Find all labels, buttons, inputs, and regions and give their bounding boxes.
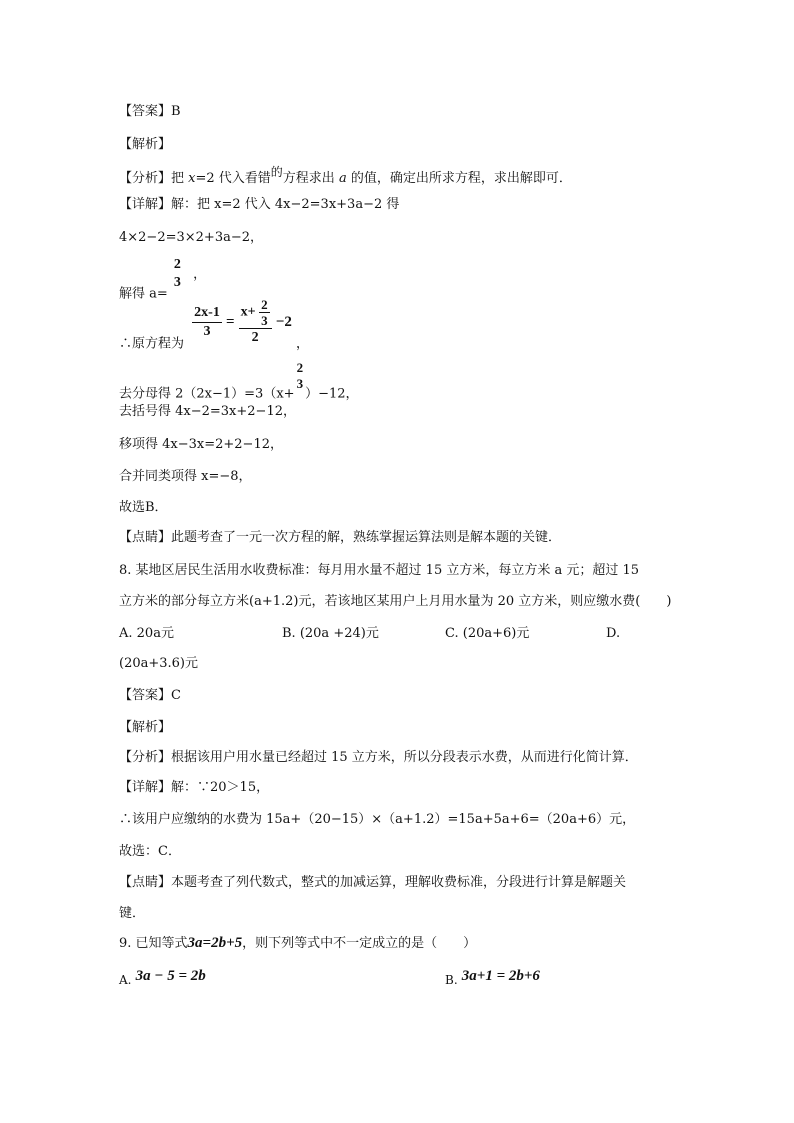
q7-step-substitute: 4×2−2=3×2+3a−2， <box>119 230 264 245</box>
fraction-numerator: 2 <box>173 257 181 272</box>
q8-step-cost: ∴该用户应缴纳的水费为 15a+（20−15）×（a+1.2）=15a+5a+6=（20a+6）元， <box>119 812 636 827</box>
q7-qu-kuohao: 去括号得 4x−2=3x+2−12， <box>119 404 296 419</box>
eq-equals: = <box>225 314 235 330</box>
comma: ， <box>296 336 310 352</box>
q8-option-d-cont: (20a+3.6)元 <box>119 656 199 671</box>
q7-fenxi-part-a: 【分析】把 <box>119 171 189 186</box>
q7-jiexi-heading: 【解析】 <box>119 137 172 152</box>
q8-jiexi-heading: 【解析】 <box>119 720 172 735</box>
eq-rhs-num-text: x+ <box>240 304 256 320</box>
q7-guxuan: 故选B． <box>119 500 168 515</box>
q8-answer: 【答案】C <box>119 688 181 703</box>
eq-lhs-fraction <box>192 304 222 341</box>
q7-hebing: 合并同类项得 x=−8， <box>119 469 252 484</box>
q8-stem-line2: 立方米的部分每立方米(a+1.2)元，若该地区某用户上月用水量为 20 立方米，则应缴水费( ) <box>119 594 672 609</box>
q8-option-b: B. (20a +24)元 <box>282 626 379 641</box>
q7-xiangjie: 【详解】解：把 x=2 代入 4x−2=3x+3a−2 得 <box>119 197 400 212</box>
q7-fenxi-var-a: a <box>338 171 347 186</box>
q9-option-a <box>119 968 206 988</box>
q7-qu-fenmu-b: ）−12， <box>305 386 359 402</box>
eq-minus-two: −2 <box>275 314 292 330</box>
q7-yuanfangcheng-label: ∴原方程为 <box>119 336 185 352</box>
comma: ， <box>193 266 207 282</box>
eq-rhs-inner-fraction <box>259 297 270 328</box>
inner-numerator: 2 <box>261 297 268 312</box>
q8-fenxi: 【分析】根据该用户用水量已经超过 15 立方米，所以分段表示水费，从而进行化简计算． <box>119 750 638 765</box>
eq-rhs-denominator: 2 <box>251 330 259 345</box>
fraction-denominator: 3 <box>173 275 181 290</box>
q9-option-a-label: A. <box>119 973 132 987</box>
q8-xiangjie: 【详解】解：∵20＞15， <box>119 780 270 795</box>
fraction-denominator: 3 <box>296 376 304 391</box>
q7-original-equation <box>119 297 309 355</box>
fraction-numerator: 2 <box>296 360 304 375</box>
q9-option-a-equation: 3a − 5 = 2b <box>135 968 206 984</box>
q8-stem-line1: 8. 某地区居民生活用水收费标准：每月用水量不超过 15 立方米，每立方米 a 元；超过 15 <box>119 563 640 578</box>
eq-rhs-numerator <box>239 297 272 329</box>
q9-stem-a: 9. 已知等式 <box>119 936 188 951</box>
q7-fenxi-part-d: 的值，确定出所求方程，求出解即可． <box>346 171 572 186</box>
q7-fenxi-de: 的 <box>270 165 283 179</box>
q7-jiede-label: 解得 a= <box>119 286 168 302</box>
eq-lhs-numerator: 2x-1 <box>192 304 222 323</box>
q9-option-b-equation: 3a+1 = 2b+6 <box>461 968 540 984</box>
q8-option-d: D. <box>606 626 621 641</box>
q7-fenxi-part-c: 方程求出 <box>282 171 339 186</box>
eq-rhs-fraction <box>239 297 272 347</box>
q7-fenxi <box>119 165 572 187</box>
q7-qu-fenmu-fraction <box>295 360 306 392</box>
q7-qu-fenmu <box>119 360 359 404</box>
q9-stem-b: ，则下列等式中不一定成立的是（ ） <box>242 936 477 951</box>
eq-lhs-denominator: 3 <box>203 323 211 339</box>
q7-fenxi-var-x: x <box>188 171 196 186</box>
inner-denominator: 3 <box>261 313 268 328</box>
q8-option-c: C. (20a+6)元 <box>445 626 530 641</box>
q8-dianjing-line2: 键． <box>119 906 146 921</box>
q7-qu-fenmu-a: 去分母得 2（2x−1）=3（x+ <box>119 386 295 402</box>
q8-dianjing-line1: 【点睛】本题考查了列代数式，整式的加减运算，理解收费标准，分段进行计算是解题关 <box>119 875 627 890</box>
q7-answer: 【答案】B <box>119 104 181 119</box>
q8-option-a: A. 20a元 <box>119 626 174 641</box>
q7-dianjing: 【点睛】此题考查了一元一次方程的解，熟练掌握运算法则是解本题的关键． <box>119 530 562 545</box>
q8-guxuan: 故选：C． <box>119 844 181 859</box>
q7-fenxi-part-b: =2 代入看错 <box>195 171 271 186</box>
q9-option-b <box>445 968 540 988</box>
q9-stem-equation: 3a=2b+5 <box>187 935 243 951</box>
q7-yixiang: 移项得 4x−3x=2+2−12， <box>119 437 283 452</box>
q7-fraction-two-thirds <box>172 256 183 292</box>
q9-option-b-label: B. <box>445 973 458 987</box>
q9-stem <box>119 935 476 952</box>
